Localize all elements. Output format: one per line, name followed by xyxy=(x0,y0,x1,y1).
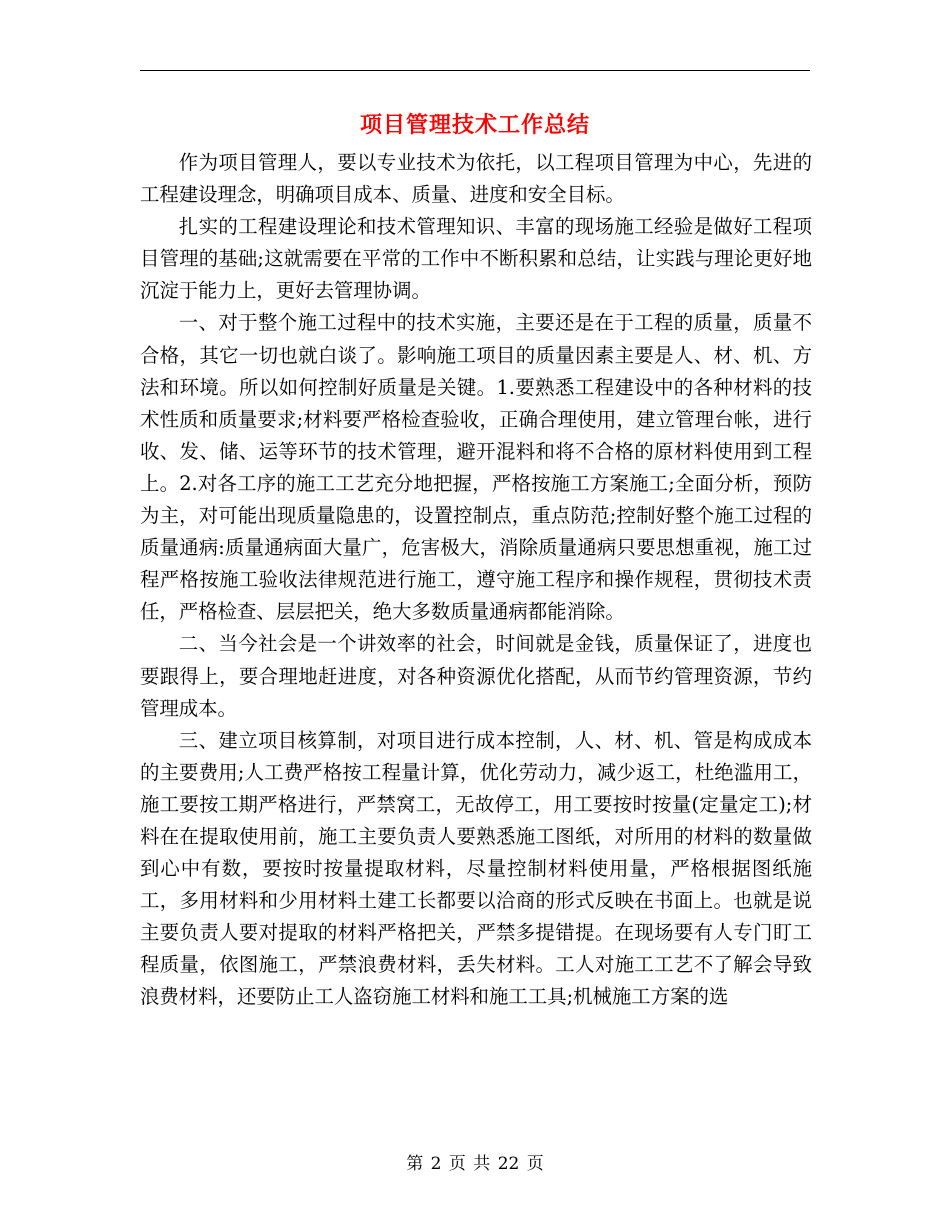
paragraph-intro: 作为项目管理人，要以专业技术为依托，以工程项目管理为中心，先进的工程建设理念，明确项目成本、质量、进度和安全目标。 xyxy=(140,151,812,207)
paragraph-cost: 三、建立项目核算制，对项目进行成本控制，人、材、机、管是构成成本的主要费用;人工费严格按工程量计算，优化劳动力，减少返工，杜绝滥用工，施工要按工期严格进行，严禁窝工，无故停工，用工要按时按量(定量定工);材料在在提取使用前，施工主要负责人要熟悉施工图纸，对所用的材料的数量做到心中有数，要按时按量提取材料，尽量控制材料使用量，严格根据图纸施工，多用材料和少用材料土建工长都要以洽商的形式反映在书面上。也就是说主要负责人要对提取的材料严格把关，严禁多提错提。在现场要有人专门盯工程质量，依图施工，严禁浪费材料，丢失材料。工人对施工工艺不了解会导致浪费材料，还要防止工人盗窃施工材料和施工工具;机械施工方案的选 xyxy=(140,728,812,1009)
document-body xyxy=(140,147,812,1014)
document-title: 项目管理技术工作总结 xyxy=(359,112,590,138)
header-rule xyxy=(140,70,810,71)
page-number: 第 2 页 共 22 页 xyxy=(406,1154,544,1174)
paragraph-schedule: 二、当今社会是一个讲效率的社会，时间就是金钱，质量保证了，进度也要跟得上，要合理地赶进度，对各种资源优化搭配，从而节约管理资源，节约管理成本。 xyxy=(140,632,812,720)
paragraph-quality: 一、对于整个施工过程中的技术实施，主要还是在于工程的质量，质量不合格，其它一切也就白谈了。影响施工项目的质量因素主要是人、材、机、方法和环境。所以如何控制好质量是关键。1.要熟悉工程建设中的各种材料的技术性质和质量要求;材料要严格检查验收，正确合理使用，建立管理台帐，进行收、发、储、运等环节的技术管理，避开混料和将不合格的原材料使用到工程上。2.对各工序的施工工艺充分地把握，严格按施工方案施工;全面分析，预防为主，对可能出现质量隐患的，设置控制点，重点防范;控制好整个施工过程的质量通病:质量通病面大量广，危害极大，消除质量通病只要思想重视，施工过程严格按施工验收法律规范进行施工，遵守施工程序和操作规程，贯彻技术责任，严格检查、层层把关，绝大多数质量通病都能消除。 xyxy=(140,311,812,624)
paragraph-foundation: 扎实的工程建设理论和技术管理知识、丰富的现场施工经验是做好工程项目管理的基础;这就需要在平常的工作中不断积累和总结，让实践与理论更好地沉淀于能力上，更好去管理协调。 xyxy=(140,215,812,303)
